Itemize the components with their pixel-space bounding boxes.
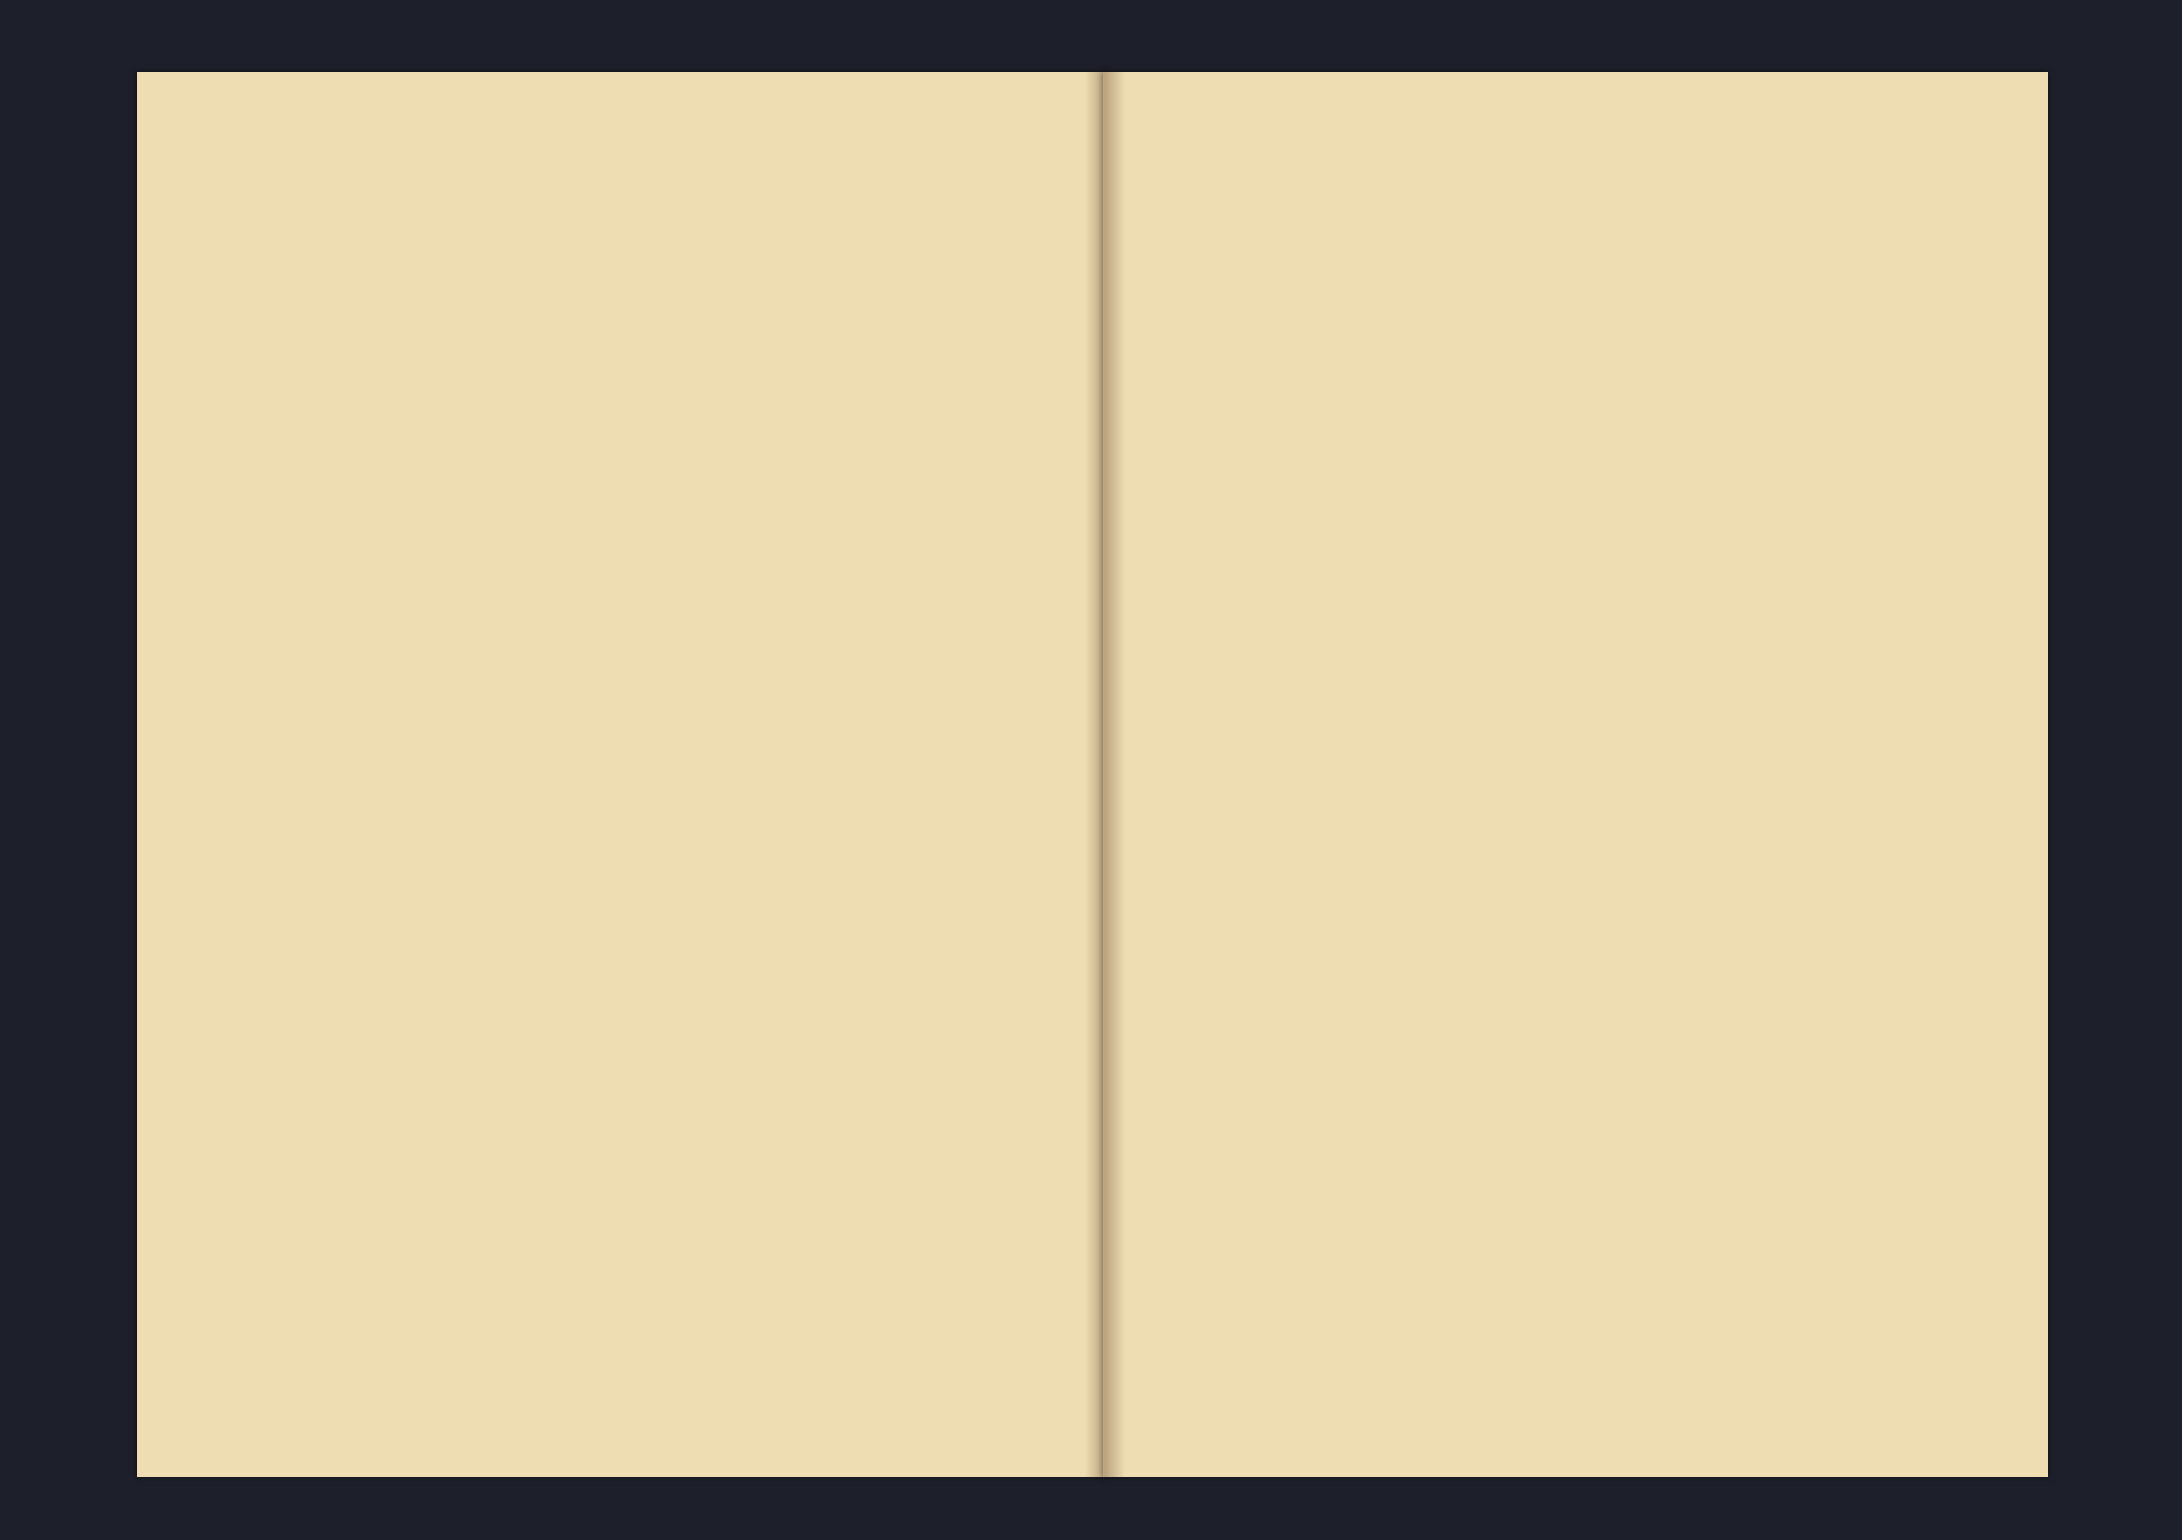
right-page: [1103, 72, 2048, 1477]
book-gutter: [1085, 72, 1125, 1477]
left-page: [137, 72, 1107, 1477]
